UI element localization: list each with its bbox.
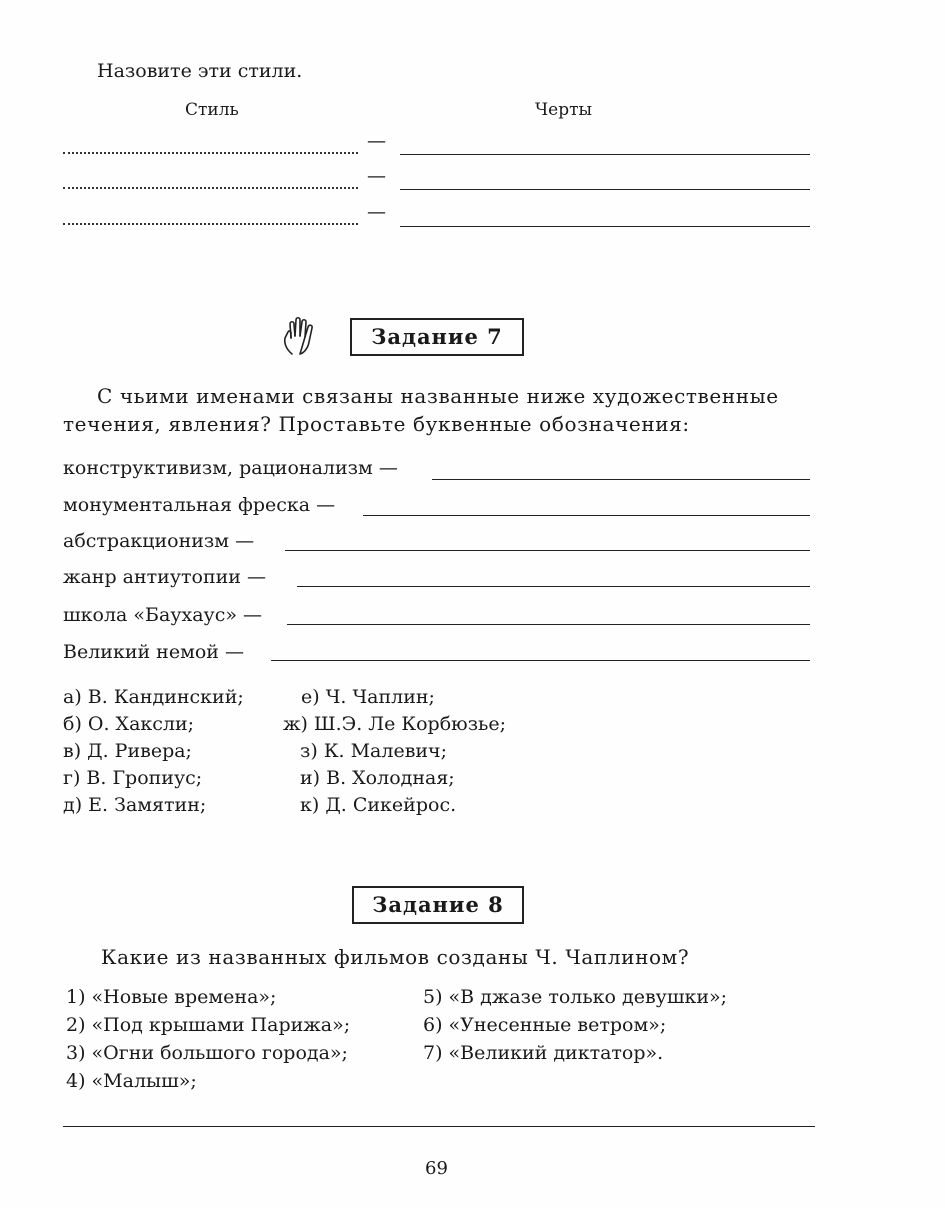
- movement-item: Великий немой —: [63, 641, 245, 663]
- traits-answer-field-2[interactable]: [400, 189, 810, 190]
- separator-dash: —: [367, 130, 386, 152]
- traits-answer-field-1[interactable]: [400, 154, 810, 155]
- style-answer-field-2[interactable]: [63, 187, 358, 189]
- movement-answer-field[interactable]: [363, 515, 810, 516]
- films-list-left: [66, 983, 350, 1095]
- name-option: и) В. Холодная;: [300, 767, 455, 789]
- style-answer-field-1[interactable]: [63, 152, 358, 154]
- movement-item: монументальная фреска —: [63, 494, 336, 516]
- name-option: е) Ч. Чаплин;: [301, 686, 435, 708]
- film-option: 6) «Унесенные ветром»;: [423, 1014, 667, 1036]
- name-option: з) К. Малевич;: [300, 740, 448, 762]
- traits-answer-field-3[interactable]: [400, 226, 810, 227]
- movement-item: школа «Баухаус» —: [63, 604, 263, 626]
- style-answer-field-3[interactable]: [63, 223, 358, 225]
- film-option: 5) «В джазе только девушки»;: [423, 986, 728, 1008]
- film-option: 1) «Новые времена»;: [66, 986, 277, 1008]
- task-8-title: Задание 8: [352, 886, 524, 924]
- film-option: 7) «Великий диктатор».: [423, 1042, 664, 1064]
- footer-divider: [63, 1126, 815, 1127]
- names-list-right: [283, 684, 506, 819]
- names-list-left: [63, 684, 244, 819]
- name-option: б) О. Хаксли;: [63, 713, 195, 735]
- film-option: 2) «Под крышами Парижа»;: [66, 1014, 351, 1036]
- name-option: а) В. Кандинский;: [63, 686, 244, 708]
- intro-prompt: Назовите эти стили.: [97, 60, 303, 82]
- film-option: 3) «Огни большого города»;: [66, 1042, 348, 1064]
- movement-item: конструктивизм, рационализм —: [63, 457, 398, 479]
- name-option: г) В. Гропиус;: [63, 767, 203, 789]
- name-option: д) Е. Замятин;: [63, 794, 207, 816]
- movement-item: жанр антиутопии —: [63, 566, 266, 588]
- movement-item: абстракционизм —: [63, 530, 255, 552]
- movement-answer-field[interactable]: [285, 550, 810, 551]
- column-style-header: Стиль: [185, 100, 239, 120]
- column-traits-header: Черты: [535, 100, 593, 120]
- task-8-question: Какие из названных фильмов созданы Ч. Чаплином?: [101, 945, 690, 969]
- task-7-question-line-2: течения, явления? Проставьте буквенные обозначения:: [63, 412, 690, 436]
- separator-dash: —: [367, 165, 386, 187]
- movement-answer-field[interactable]: [297, 586, 810, 587]
- separator-dash: —: [367, 201, 386, 223]
- page-number: 69: [425, 1158, 448, 1179]
- movement-answer-field[interactable]: [271, 660, 810, 661]
- hand-icon: [280, 316, 320, 358]
- task-7-question-line-1: С чьими именами связаны названные ниже художественные: [97, 384, 779, 408]
- films-list-right: [423, 983, 727, 1067]
- name-option: ж) Ш.Э. Ле Корбюзье;: [283, 713, 507, 735]
- name-option: к) Д. Сикейрос.: [300, 794, 457, 816]
- task-7-title: Задание 7: [350, 318, 524, 356]
- movement-answer-field[interactable]: [432, 479, 810, 480]
- name-option: в) Д. Ривера;: [63, 740, 192, 762]
- movement-answer-field[interactable]: [287, 624, 810, 625]
- film-option: 4) «Малыш»;: [66, 1070, 197, 1092]
